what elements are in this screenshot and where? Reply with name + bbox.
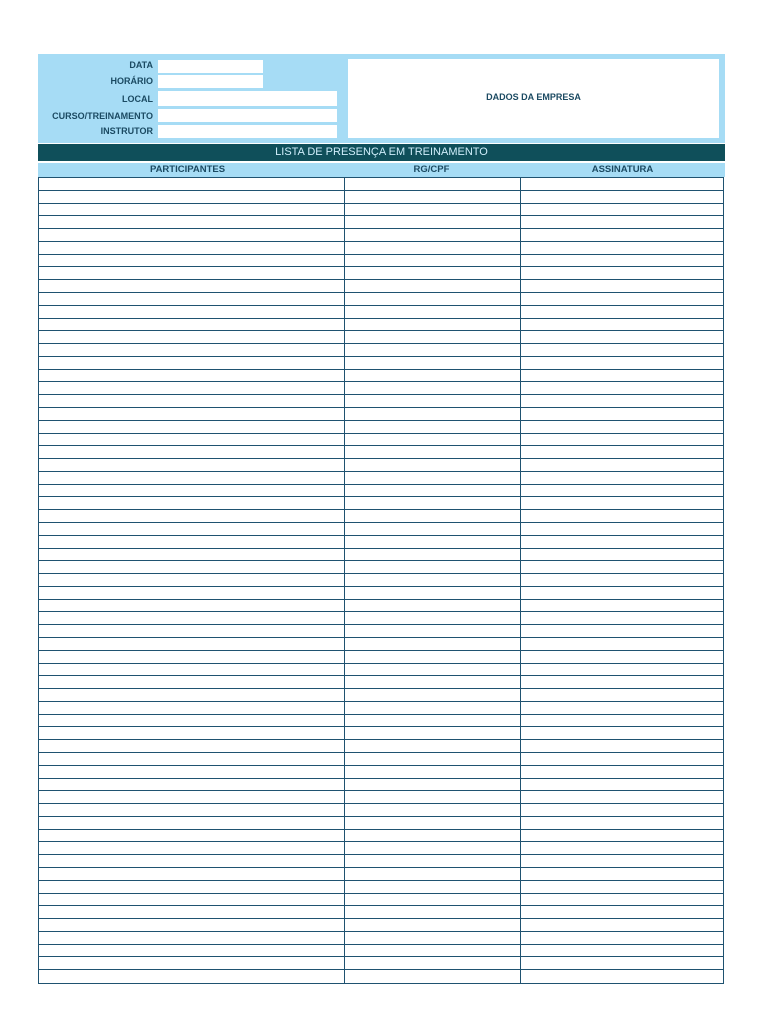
column-header-signature: ASSINATURA xyxy=(591,164,654,175)
table-row-line xyxy=(39,560,723,561)
time-field[interactable] xyxy=(158,75,263,88)
table-row-line xyxy=(39,841,723,842)
table-row-line xyxy=(39,522,723,523)
table-row-line xyxy=(39,305,723,306)
date-label: DATA xyxy=(129,60,153,70)
table-row-line xyxy=(39,752,723,753)
table-row-line xyxy=(39,292,723,293)
table-row-line xyxy=(39,637,723,638)
table-row-line xyxy=(39,905,723,906)
table-row-line xyxy=(39,931,723,932)
table-row-line xyxy=(39,330,723,331)
table-row-line xyxy=(39,803,723,804)
time-label: HORÁRIO xyxy=(110,76,153,86)
table-row-line xyxy=(39,420,723,421)
table-row-line xyxy=(39,918,723,919)
table-row-line xyxy=(39,790,723,791)
table-row-line xyxy=(39,969,723,970)
table-row-line xyxy=(39,599,723,600)
table-row-line xyxy=(39,254,723,255)
table-row-line xyxy=(39,650,723,651)
table-row-line xyxy=(39,343,723,344)
table-row-line xyxy=(39,816,723,817)
table-row-line xyxy=(39,675,723,676)
table-row-line xyxy=(39,535,723,536)
column-header-row xyxy=(38,163,725,177)
table-row-line xyxy=(39,279,723,280)
company-data-label: DADOS DA EMPRESA xyxy=(486,92,581,102)
table-row-line xyxy=(39,381,723,382)
table-row-line xyxy=(39,867,723,868)
table-row-line xyxy=(39,509,723,510)
table-row-line xyxy=(39,688,723,689)
table-row-line xyxy=(39,548,723,549)
table-row-line xyxy=(39,880,723,881)
table-row-line xyxy=(39,433,723,434)
table-row-line xyxy=(39,893,723,894)
column-divider xyxy=(520,178,521,983)
course-field[interactable] xyxy=(158,109,337,122)
table-row-line xyxy=(39,944,723,945)
table-row-line xyxy=(39,854,723,855)
table-row-line xyxy=(39,611,723,612)
column-divider xyxy=(344,178,345,983)
table-row-line xyxy=(39,829,723,830)
company-data-box[interactable] xyxy=(348,59,719,138)
table-row-line xyxy=(39,484,723,485)
course-label: CURSO/TREINAMENTO xyxy=(52,111,153,121)
instructor-field[interactable] xyxy=(158,125,337,138)
location-label: LOCAL xyxy=(122,94,153,104)
table-row-line xyxy=(39,573,723,574)
header-block xyxy=(38,54,725,143)
table-row-line xyxy=(39,215,723,216)
table-row-line xyxy=(39,726,723,727)
table-row-line xyxy=(39,318,723,319)
column-header-id: RG/CPF xyxy=(413,164,450,175)
table-row-line xyxy=(39,266,723,267)
table-row-line xyxy=(39,739,723,740)
table-row-line xyxy=(39,765,723,766)
table-row-line xyxy=(39,586,723,587)
table-row-line xyxy=(39,624,723,625)
page-title: LISTA DE PRESENÇA EM TREINAMENTO xyxy=(38,144,725,161)
table-row-line xyxy=(39,228,723,229)
table-row-line xyxy=(39,190,723,191)
table-row-line xyxy=(39,203,723,204)
attendance-table xyxy=(38,177,724,984)
table-row-line xyxy=(39,445,723,446)
table-row-line xyxy=(39,369,723,370)
table-row-line xyxy=(39,714,723,715)
instructor-label: INSTRUTOR xyxy=(100,126,153,136)
column-header-participants: PARTICIPANTES xyxy=(149,164,226,175)
table-row-line xyxy=(39,496,723,497)
table-row-line xyxy=(39,663,723,664)
table-row-line xyxy=(39,458,723,459)
table-row-line xyxy=(39,778,723,779)
attendance-sheet xyxy=(38,54,726,985)
table-row-line xyxy=(39,407,723,408)
table-row-line xyxy=(39,394,723,395)
table-row-line xyxy=(39,956,723,957)
table-row-line xyxy=(39,701,723,702)
date-field[interactable] xyxy=(158,60,263,73)
table-row-line xyxy=(39,241,723,242)
table-row-line xyxy=(39,356,723,357)
table-row-line xyxy=(39,471,723,472)
location-field[interactable] xyxy=(158,91,337,106)
